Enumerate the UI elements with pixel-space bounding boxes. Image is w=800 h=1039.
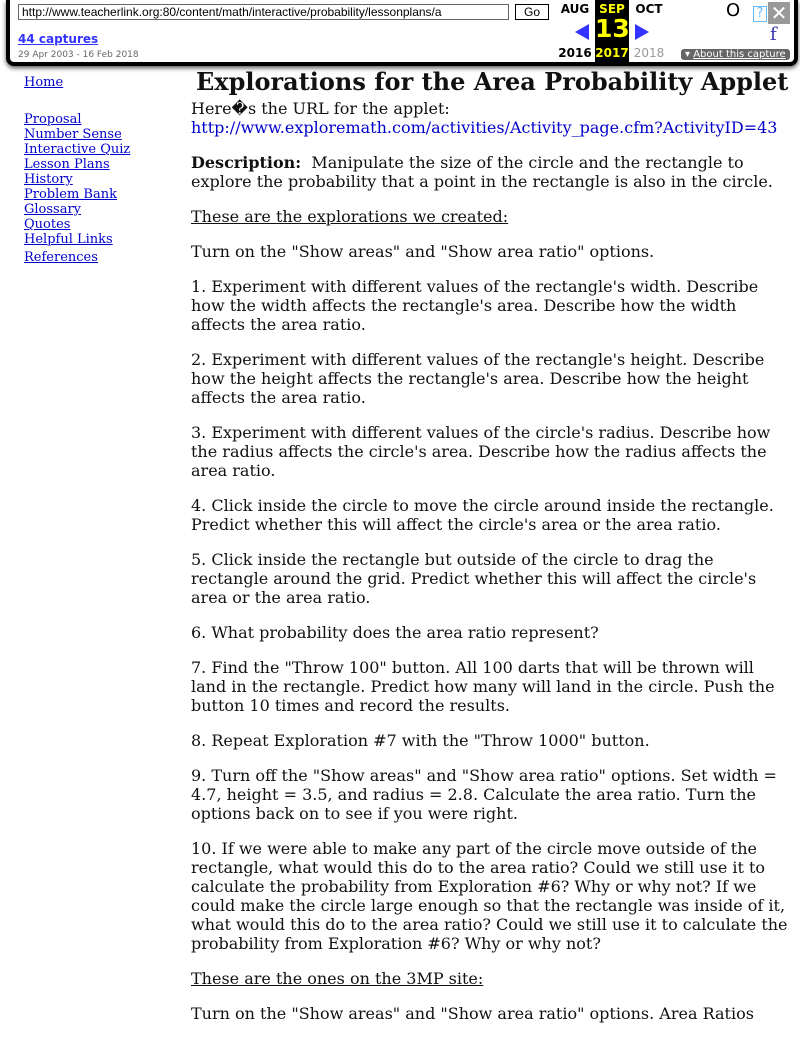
nav-proposal[interactable]: Proposal (24, 112, 82, 127)
section-heading: These are the explorations we created: (191, 207, 509, 226)
captures-link[interactable]: 44 captures (18, 32, 99, 46)
section-heading: These are the ones on the 3MP site: (191, 969, 484, 988)
capture-range: 29 Apr 2003 - 16 Feb 2018 (18, 50, 139, 60)
description (191, 153, 791, 191)
prev-year[interactable]: 2016 (558, 46, 592, 60)
current-day: 13 (595, 14, 630, 43)
prev-month[interactable]: AUG (560, 2, 590, 16)
nav-quotes[interactable]: Quotes (24, 217, 71, 232)
about-label: About this capture (693, 49, 786, 60)
current-month: SEP (599, 2, 625, 16)
nav-lesson-plans[interactable]: Lesson Plans (24, 157, 110, 172)
nav-home[interactable]: Home (24, 75, 64, 90)
nav-interactive-quiz[interactable]: Interactive Quiz (24, 142, 131, 157)
description-label: Description: (191, 153, 302, 172)
next-year[interactable]: 2018 (633, 46, 665, 60)
exploration-3: 3. Experiment with different values of the circle's radius. Describe how the radius affects the circle's area. Describe how the radius affects the area ratio. (191, 423, 771, 480)
about-capture-button[interactable] (681, 49, 790, 60)
paragraph: Turn on the "Show areas" and "Show area ratio" options. Area Ratios (191, 1004, 754, 1023)
url-intro: Here�s the URL for the applet: (191, 99, 450, 118)
prev-arrow-icon[interactable] (575, 24, 589, 40)
nav-glossary[interactable]: Glossary (24, 202, 82, 217)
facebook-icon[interactable]: f (770, 24, 777, 45)
exploration-9: 9. Turn off the "Show areas" and "Show area ratio" options. Set width = 4.7, height = 3.5, and radius = 2.8. Calculate the area ratio. Turn the options back on to see if you were right. (191, 766, 777, 823)
exploration-5: 5. Click inside the rectangle but outside of the circle to drag the rectangle around the grid. Predict whether this will affect the circle's area or the area ratio. (191, 550, 757, 607)
main-content (191, 67, 791, 1039)
close-icon[interactable]: ✕ (768, 2, 790, 24)
exploration-4: 4. Click inside the circle to move the circle around inside the rectangle. Predict whether this will affect the circle's area or the area ratio. (191, 496, 774, 534)
url-input[interactable]: http://www.teacherlink.org:80/content/math/interactive/probability/lessonplans/a (18, 4, 509, 20)
exploration-2: 2. Experiment with different values of the rectangle's height. Describe how the height affects the rectangle's area. Describe how the height affects the area ratio. (191, 350, 765, 407)
next-arrow-icon[interactable] (635, 24, 649, 40)
exploration-1: 1. Experiment with different values of the rectangle's width. Describe how the width affects the rectangle's area. Describe how the width affects the area ratio. (191, 277, 759, 334)
nav-problem-bank[interactable]: Problem Bank (24, 187, 117, 202)
description-text: Manipulate the size of the circle and the rectangle to explore the probability that a point in the rectangle is also in the circle. (191, 153, 773, 191)
nav-number-sense[interactable]: Number Sense (24, 127, 122, 142)
dropdown-arrow-icon: ▾ (685, 49, 691, 60)
nav-references[interactable]: References (24, 250, 98, 265)
current-year: 2017 (595, 46, 629, 60)
next-month[interactable]: OCT (635, 2, 663, 16)
sidebar (24, 75, 130, 265)
help-icon[interactable]: ? (753, 6, 767, 22)
paragraph: Turn on the "Show areas" and "Show area ratio" options. (191, 242, 655, 261)
exploration-7: 7. Find the "Throw 100" button. All 100 darts that will be thrown will land in the rectangle. Predict how many will land in the circle. Push the button 10 times and record the results. (191, 658, 775, 715)
nav-helpful-links[interactable]: Helpful Links (24, 232, 113, 247)
circle-icon[interactable]: O (726, 0, 741, 21)
wayback-toolbar (6, 0, 798, 66)
applet-url-block (191, 99, 791, 137)
applet-link[interactable]: http://www.exploremath.com/activities/Activity_page.cfm?ActivityID=43 (191, 118, 778, 137)
go-button[interactable]: Go (515, 4, 549, 20)
nav-history[interactable]: History (24, 172, 73, 187)
exploration-8: 8. Repeat Exploration #7 with the "Throw 1000" button. (191, 731, 650, 750)
page-title: Explorations for the Area Probability Applet (196, 67, 789, 96)
exploration-6: 6. What probability does the area ratio represent? (191, 623, 599, 642)
exploration-10: 10. If we were able to make any part of the circle move outside of the rectangle, what would this do to the area ratio? Could we still use it to calculate the probability from Exploration #6? Why or why not? If we could make the circle large enough so that the rectangle was inside of it, what would this do to the area ratio? Could we still use it to calculate the probability from Exploration #6? Why or why not? (191, 839, 788, 953)
